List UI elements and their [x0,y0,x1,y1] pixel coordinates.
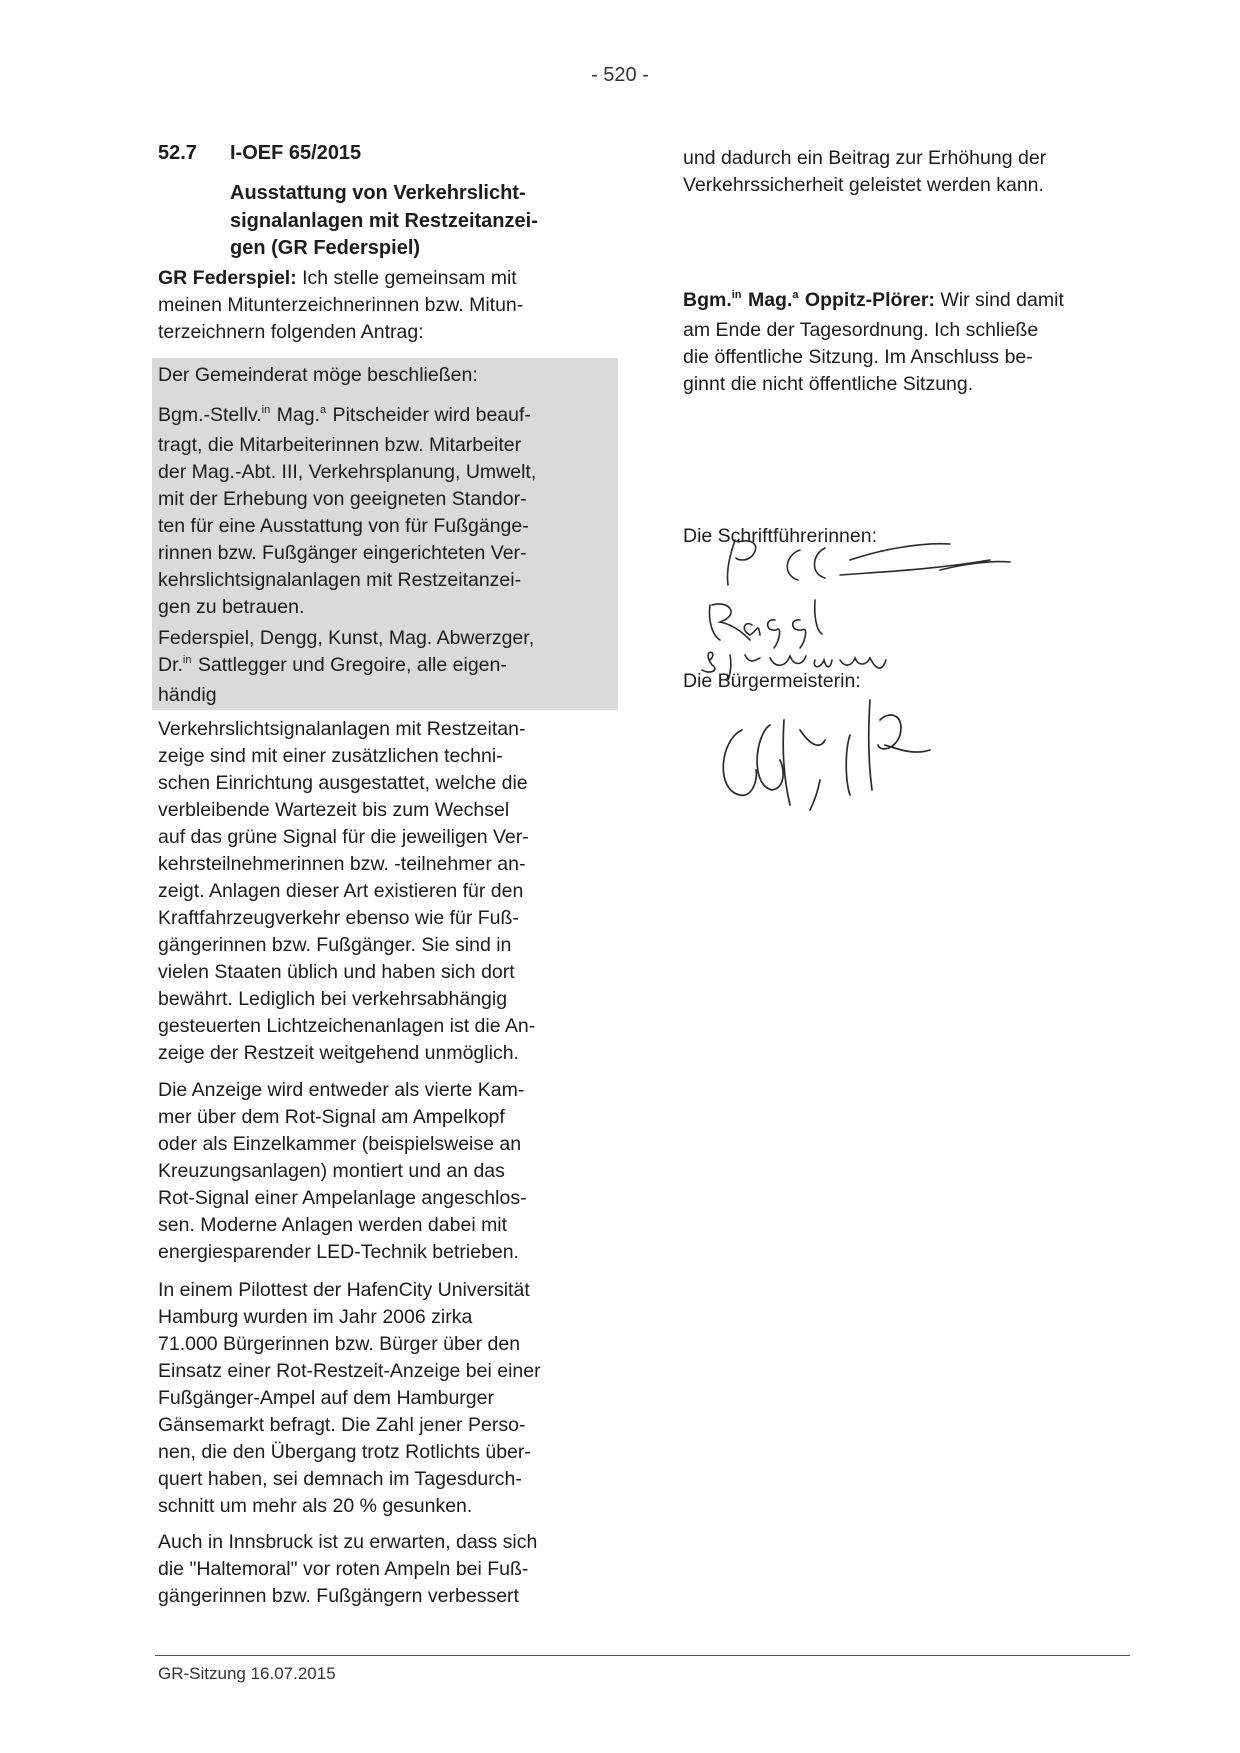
page-number: - 520 - [591,64,649,86]
intro-speaker: GR Federspiel: [158,267,297,289]
mayor-signature [700,690,1000,820]
intro-paragraph [158,265,610,346]
footer-text: GR-Sitzung 16.07.2015 [158,1664,336,1683]
paragraph-1: Verkehrslichtsignalanlagen mit Restzeitan- zeige sind mit einer zusätzlichen techni- schen Einrichtung ausgestattet, welche die verbleibende Wartezeit bis zum Wechsel auf das grüne Signal für die jeweiligen Ver- kehrsteilnehmerinnen bzw. -teilnehmer an- zeigt. Anlagen dieser Art existieren für den Kraftfahrzeugverkehr ebenso wie für Fuß- gängerinnen bzw. Fußgänger. Sie sind in vielen Staaten üblich und haben sich dort bewährt. Lediglich bei verkehrsabhängig gesteuerten Lichtzeichenanlagen ist die An- zeige der Restzeit weitgehend unmöglich. [158,718,536,1064]
closing-statement: Bgm.$^{in}$ Mag.$^a$ Oppitz-Plörer: Wir sind damit am Ende der Tagesordnung. Ich schließe die öffentliche Sitzung. Im Anschluss be- ginnt die nicht öffentliche Sitzung. [683,289,1064,395]
continuation-text: und dadurch ein Beitrag zur Erhöhung der Verkehrssicherheit geleistet werden kann. [683,147,1047,196]
recorder-signatures [690,530,1050,680]
motion-lead-box [152,358,618,398]
footer-divider [155,1655,1130,1656]
motion-signers: Federspiel, Dengg, Kunst, Mag. Abwerzger, Dr.$^{in}$ Sattlegger und Gregoire, alle eigen- händig [158,627,535,706]
motion-lead: Der Gemeinderat möge beschließen: [158,364,478,386]
paragraph-4: Auch in Innsbruck ist zu erwarten, dass sich die "Haltemoral" vor roten Ampeln bei Fuß- gängerinnen bzw. Fußgängern verbessert [158,1531,538,1607]
paragraph-2: Die Anzeige wird entweder als vierte Kam- mer über dem Rot-Signal am Ampelkopf oder als Einzelkammer (beispielsweise an Kreuzungsanlagen) montiert und an das Rot-Signal einer Ampelanlage angeschlos- sen. Moderne Anlagen werden dabei mit energiesparender LED-Technik betrieben. [158,1079,527,1263]
mayor-label: Die Bürgermeisterin: [683,670,861,692]
paragraph-3: In einem Pilottest der HafenCity Universität Hamburg wurden im Jahr 2006 zirka 71.000 Bürgerinnen bzw. Bürger über den Einsatz einer Rot-Restzeit-Anzeige bei einer Fußgänger-Ampel auf dem Hamburger Gänsemarkt befragt. Die Zahl jener Perso- nen, die den Übergang trotz Rotlichts über- quert haben, sei demnach im Tagesdurch- schnitt um mehr als 20 % gesunken. [158,1279,541,1517]
intro-text: Ich stelle gemeinsam mit meinen Mitunterzeichnerinnen bzw. Mitun- terzeichnern folgenden Antrag: [158,267,524,343]
motion-body: Bgm.-Stellv.$^{in}$ Mag.$^a$ Pitscheider wird beauf- tragt, die Mitarbeiterinnen bzw. Mitarbeiter der Mag.-Abt. III, Verkehrsplanung, Umwelt, mit der Erhebung von geeigneten Standor- ten für eine Ausstattung von für Fußgänge- rinnen bzw. Fußgänger eingerichteten Ver- kehrslichtsignalanlagen mit Restzeitanzei- gen zu betrauen. [158,404,537,618]
recorders-label: Die Schriftführerinnen: [683,525,878,547]
motion-body-box [152,398,618,622]
motion-signers-box [152,620,618,710]
item-title: Ausstattung von Verkehrslicht- signalanlagen mit Restzeitanzei- gen (GR Federspiel) [230,182,538,259]
item-code: I-OEF 65/2015 [230,142,362,164]
item-number: 52.7 [158,142,197,164]
